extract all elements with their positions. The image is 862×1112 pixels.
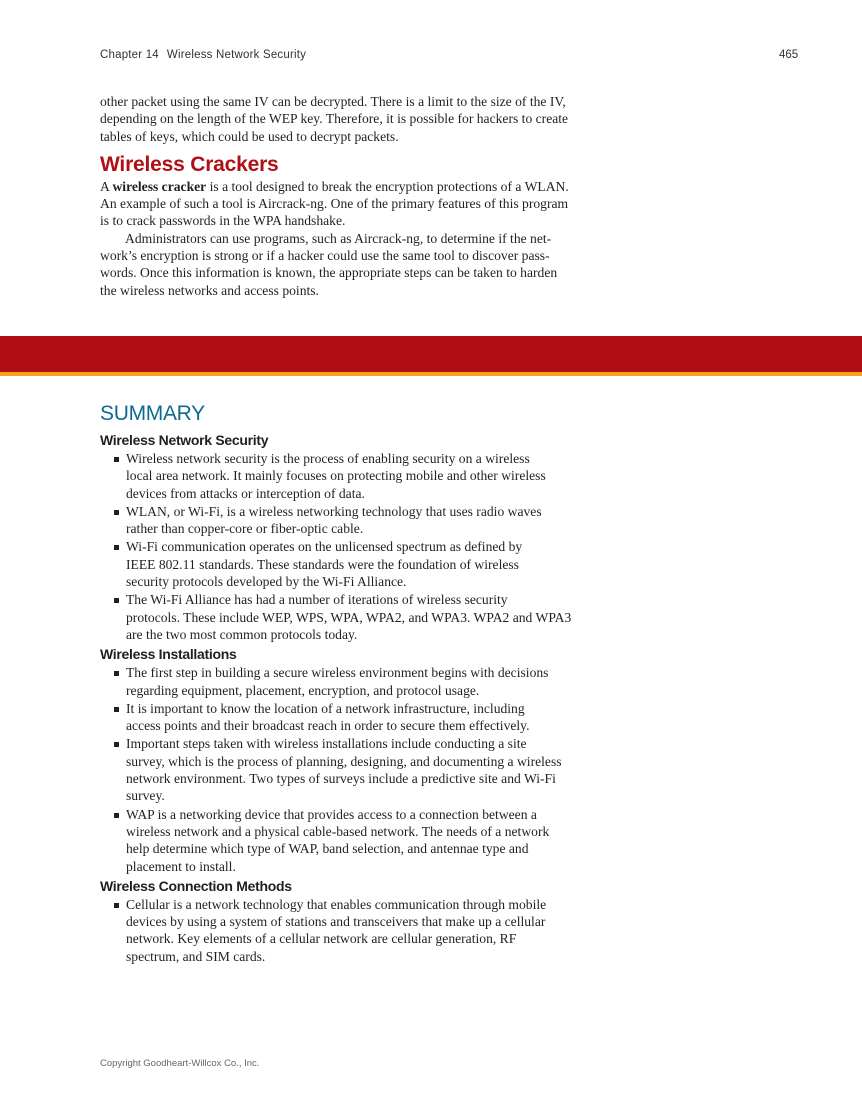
- list-item-text: WAP is a networking device that provides access to a connection between a wireless network and a physical cable-based network. The needs of a network help determine which type of WAP, band selection, and antennae type and placement to install.: [126, 806, 550, 874]
- list-item: [100, 806, 602, 875]
- list-item-text: It is important to know the location of a network infrastructure, including access points and their broadcast reach in order to secure them effectively.: [126, 700, 530, 734]
- bullet-list: [100, 664, 602, 875]
- summary-title: SUMMARY: [100, 402, 205, 425]
- bullet-icon: [114, 813, 119, 818]
- crackers-paragraph: A wireless cracker is a tool designed to break the encryption protections of a WLAN. An example of such a tool is Aircrack-ng. One of the primary features of this program is to crack passwords in the WPA handshake.: [100, 178, 569, 229]
- running-header: [100, 49, 306, 61]
- summary-subheading: Wireless Network Security: [100, 432, 269, 448]
- intro-paragraph: other packet using the same IV can be decrypted. There is a limit to the size of the IV, depending on the length of the WEP key. Therefore, it is possible for hackers to create tables of keys, which could be used to decrypt packets.: [100, 94, 569, 144]
- body-text: [100, 93, 602, 299]
- list-item-text: WLAN, or Wi-Fi, is a wireless networking technology that uses radio waves rather than copper-core or fiber-optic cable.: [126, 503, 542, 537]
- bullet-icon: [114, 457, 119, 462]
- bullet-list: [100, 896, 602, 965]
- list-item-text: Wi-Fi communication operates on the unlicensed spectrum as defined by IEEE 802.11 standards. These standards were the foundation of wireless security protocols developed by the Wi-Fi Alliance.: [126, 539, 523, 590]
- summary-banner: [0, 336, 862, 372]
- chapter-label: Chapter 14: [100, 49, 159, 61]
- page-number: 465: [779, 49, 799, 61]
- list-item: [100, 700, 602, 735]
- list-item: [100, 538, 602, 590]
- bullet-icon: [114, 598, 119, 603]
- summary-section: [100, 402, 602, 966]
- bullet-icon: [114, 903, 119, 908]
- summary-subheading: Wireless Connection Methods: [100, 877, 292, 894]
- list-item: [100, 735, 602, 804]
- key-term: wireless cracker: [112, 178, 207, 194]
- list-item-text: The Wi-Fi Alliance has had a number of iterations of wireless security protocols. These include WEP, WPS, WPA, WPA2, and WPA3. WPA2 and WPA3 are the two most common protocols today.: [126, 592, 572, 642]
- list-item-text: Important steps taken with wireless installations include conducting a site survey, which is the process of planning, designing, and documenting a wireless network environment. Two types of surveys include a predictive site and Wi-Fi survey.: [126, 736, 562, 804]
- summary-subheading: Wireless Installations: [100, 646, 237, 663]
- summary-banner-stripe: [0, 372, 862, 376]
- list-item: [100, 664, 602, 699]
- copyright-footer: Copyright Goodheart-Willcox Co., Inc.: [100, 1058, 260, 1069]
- list-item: [100, 896, 602, 965]
- list-item: [100, 503, 602, 538]
- bullet-list: [100, 450, 602, 643]
- bullet-icon: [114, 707, 119, 712]
- crackers-paragraph-2: Administrators can use programs, such as Aircrack-ng, to determine if the net- work’s encryption is strong or if a hacker could use the same tool to discover pass- words. Once this information is known, the appropriate steps can be taken to harden the wireless networks and access points.: [100, 230, 558, 298]
- section-label: Wireless Network Security: [166, 49, 307, 61]
- list-item: [100, 450, 602, 502]
- bullet-icon: [114, 742, 119, 747]
- bullet-icon: [114, 671, 119, 676]
- bullet-icon: [114, 510, 119, 515]
- list-item-text: Wireless network security is the process of enabling security on a wireless local area network. It mainly focuses on protecting mobile and other wireless devices from attacks or interception of data.: [126, 451, 546, 501]
- list-item-text: Cellular is a network technology that enables communication through mobile devices by using a system of stations and transceivers that make up a cellular network. Key elements of a cellular network are cellular generation, RF spectrum, and SIM cards.: [126, 896, 547, 964]
- list-item-text: The first step in building a secure wireless environment begins with decisions regarding equipment, placement, encryption, and protocol usage.: [126, 665, 549, 698]
- section-heading: Wireless Crackers: [100, 152, 279, 176]
- list-item: [100, 591, 602, 643]
- bullet-icon: [114, 545, 119, 550]
